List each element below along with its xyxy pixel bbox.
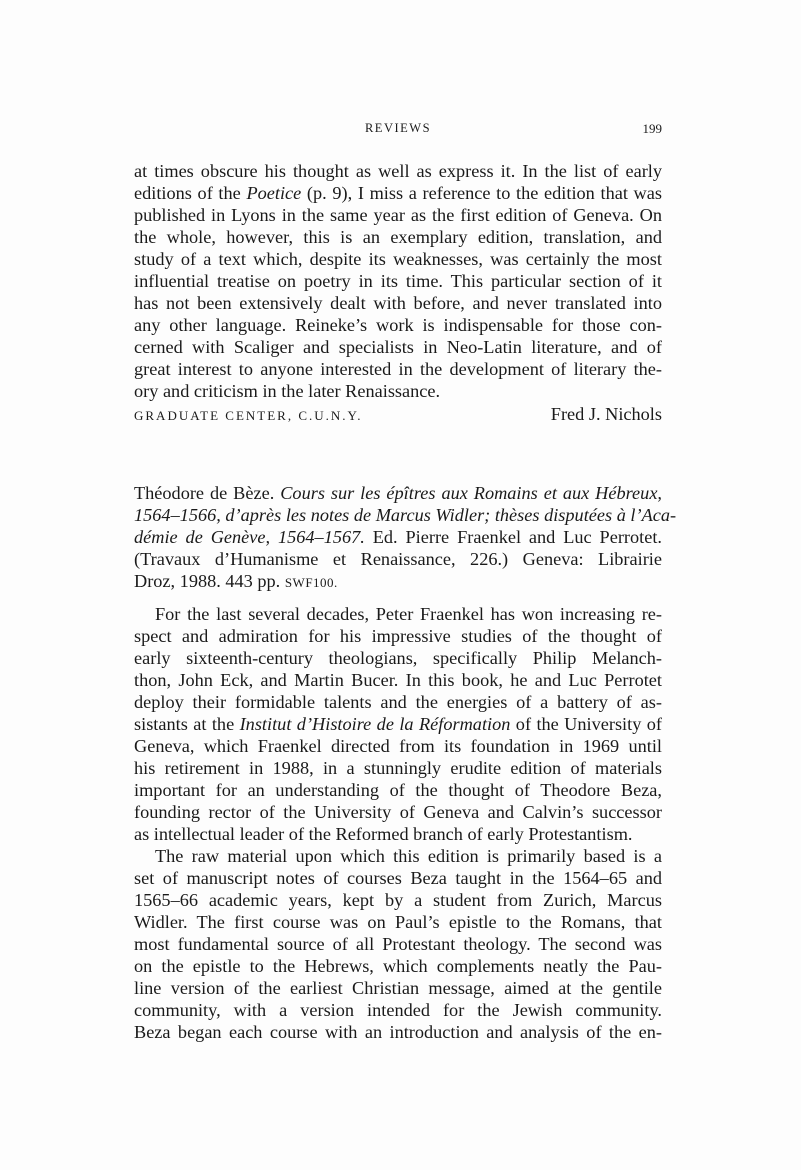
text-line: deploy their formidable talents and the energies of a battery of as-	[134, 692, 662, 712]
text-span: (p. 9), I miss a reference to the edition that was	[301, 183, 662, 203]
text-line: at times obscure his thought as well as express it. In the list of early	[134, 161, 662, 181]
author-name: Théodore de Bèze.	[134, 483, 281, 503]
text-line: Beza began each course with an introduction and analysis of the en-	[134, 1022, 662, 1042]
text-line: thon, John Eck, and Martin Bucer. In this book, he and Luc Perrotet	[134, 670, 662, 690]
editors: Ed. Pierre Fraenkel and Luc Perrotet.	[364, 527, 662, 547]
text-line: set of manuscript notes of courses Beza taught in the 1564–65 and	[134, 868, 662, 888]
institution-italic: Institut d’Histoire de la Réformation	[239, 714, 511, 734]
text-line: The raw material upon which this edition is primarily based is a	[155, 846, 662, 866]
text-span: sistants at the	[134, 714, 240, 734]
text-line: the whole, however, this is an exemplary edition, translation, and	[134, 227, 662, 247]
text-line: his retirement in 1988, in a stunningly erudite edition of materials	[134, 758, 662, 778]
text-line: great interest to anyone interested in the development of literary the-	[134, 359, 662, 379]
text-line	[134, 504, 677, 526]
text-span: of the University of	[510, 714, 662, 734]
reviewer-name: Fred J. Nichols	[550, 404, 662, 424]
book-title-italic: Cours sur les épîtres aux Romains et aux Hébreux,	[280, 483, 662, 503]
text-line: as intellectual leader of the Reformed branch of early Protestantism.	[134, 824, 633, 844]
text-line: founding rector of the University of Geneva and Calvin’s successor	[134, 802, 662, 822]
text-line: ory and criticism in the later Renaissance.	[134, 381, 441, 401]
text-line	[134, 713, 662, 735]
book-title-italic: 1564–1566, d’après les notes de Marcus Widler; thèses disputées à l’Aca-	[134, 505, 677, 525]
text-line: has not been extensively dealt with before, and never translated into	[134, 293, 662, 313]
text-line: study of a text which, despite its weaknesses, was certainly the most	[134, 249, 662, 269]
text-line: cerned with Scaliger and specialists in Neo-Latin literature, and of	[134, 337, 662, 357]
text-line: line version of the earliest Christian message, aimed at the gentile	[134, 978, 662, 998]
text-line: spect and admiration for his impressive studies of the thought of	[134, 626, 662, 646]
text-line: any other language. Reineke’s work is indispensable for those con-	[134, 315, 662, 335]
text-line: Geneva, which Fraenkel directed from its foundation in 1969 until	[134, 736, 662, 756]
text-line	[134, 182, 662, 204]
text-line: Widler. The first course was on Paul’s epistle to the Romans, that	[134, 912, 662, 932]
price: SWF100.	[284, 575, 338, 590]
reviewer-affiliation: GRADUATE CENTER, C.U.N.Y.	[134, 408, 363, 423]
text-span: editions of the	[134, 183, 247, 203]
text-line: influential treatise on poetry in its time. This particular section of it	[134, 271, 662, 291]
text-line: early sixteenth-century theologians, specifically Philip Melanch-	[134, 648, 662, 668]
text-line: For the last several decades, Peter Fraenkel has won increasing re-	[155, 604, 662, 624]
text-line: published in Lyons in the same year as the first edition of Geneva. On	[134, 205, 662, 225]
book-title-italic: Poetice	[246, 183, 302, 203]
text-line: community, with a version intended for the Jewish community.	[134, 1000, 662, 1020]
text-line	[134, 482, 662, 504]
page-number: 199	[642, 121, 662, 136]
review-signature	[134, 403, 662, 427]
text-line	[134, 526, 662, 548]
book-title-italic: démie de Genève, 1564–1567.	[134, 527, 365, 547]
text-line	[134, 570, 662, 594]
running-title: REVIEWS	[364, 121, 432, 135]
running-head	[134, 121, 662, 141]
text-line: important for an understanding of the thought of Theodore Beza,	[134, 780, 662, 800]
text-line: 1565–66 academic years, kept by a student from Zurich, Marcus	[134, 890, 662, 910]
text-line: most fundamental source of all Protestant theology. The second was	[134, 934, 662, 954]
text-line: on the epistle to the Hebrews, which complements neatly the Pau-	[134, 956, 662, 976]
publisher-info: Droz, 1988. 443 pp.	[134, 571, 285, 591]
text-line: (Travaux d’Humanisme et Renaissance, 226.) Geneva: Librairie	[134, 549, 662, 569]
